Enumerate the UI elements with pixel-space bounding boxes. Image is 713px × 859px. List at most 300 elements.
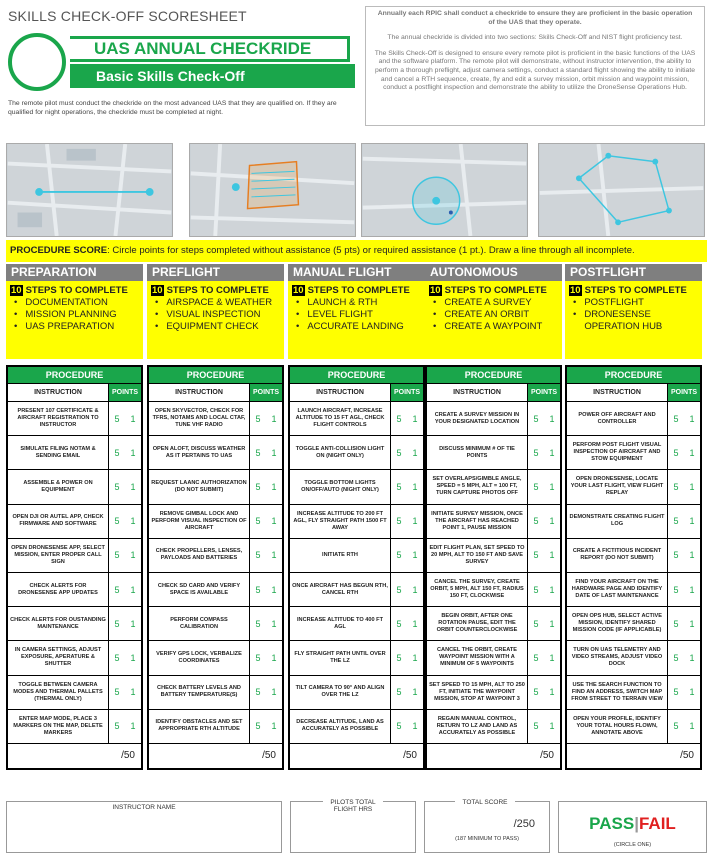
table-row (567, 505, 700, 539)
instruction-cell: INCREASE ALTITUDE TO 200 FT AGL, FLY STRAIGHT PATH 1500 FT AWAY (290, 505, 391, 538)
points-5[interactable]: 5 (396, 413, 402, 424)
points-cell (528, 676, 560, 709)
points-cell (668, 470, 700, 503)
instruction-cell: EDIT FLIGHT PLAN, SET SPEED TO 20 MPH, ALT TO 150 FT AND SAVE SURVEY (427, 539, 528, 572)
step-bullet: • CREATE A WAYPOINT (433, 321, 558, 333)
points-1[interactable]: 1 (412, 584, 418, 595)
points-5[interactable]: 5 (673, 447, 679, 458)
points-5[interactable]: 5 (114, 481, 120, 492)
instruction-cell: CHECK ALERTS FOR DRONESENSE APP UPDATES (8, 573, 109, 606)
points-1[interactable]: 1 (689, 550, 695, 561)
instruction-cell: ENTER MAP MODE, PLACE 3 MARKERS ON THE MAP, DELETE MARKERS (8, 710, 109, 743)
steps-box (6, 281, 143, 359)
procedure-table (6, 365, 143, 770)
instruction-cell: IN CAMERA SETTINGS, ADJUST EXPOSURE, APERATURE & SHUTTER (8, 641, 109, 674)
points-cell (391, 607, 423, 640)
points-5[interactable]: 5 (673, 687, 679, 698)
points-cell (391, 505, 423, 538)
instruction-cell: TOGGLE BETWEEN CAMERA MODES AND THERMAL PALLETS (THERMAL ONLY) (8, 676, 109, 709)
instruction-header: INSTRUCTION (427, 384, 528, 401)
instruction-cell: PRESENT 107 CERTIFICATE & AIRCRAFT REGISTRATION TO INSTRUCTOR (8, 402, 109, 435)
instruction-cell: OPEN DRONESENSE, LOCATE YOUR LAST FLIGHT, VIEW FLIGHT REPLAY (567, 470, 668, 503)
points-1[interactable]: 1 (271, 413, 277, 424)
phase-header: PREPARATION (6, 264, 143, 281)
points-1[interactable]: 1 (130, 481, 136, 492)
instruction-header: INSTRUCTION (290, 384, 391, 401)
points-5[interactable]: 5 (114, 447, 120, 458)
map-image-3 (361, 143, 528, 237)
points-1[interactable]: 1 (689, 652, 695, 663)
instruction-cell: DEMONSTRATE CREATING FLIGHT LOG (567, 505, 668, 538)
instruction-cell: VERIFY GPS LOCK, VERBALIZE COORDINATES (149, 641, 250, 674)
points-cell (528, 710, 560, 743)
points-1[interactable]: 1 (271, 447, 277, 458)
points-5[interactable]: 5 (255, 550, 261, 561)
instruction-cell: CREATE A SURVEY MISSION IN YOUR DESIGNATED LOCATION (427, 402, 528, 435)
instruction-header: INSTRUCTION (567, 384, 668, 401)
points-1[interactable]: 1 (549, 481, 555, 492)
step-bullet: • EQUIPMENT CHECK (155, 321, 280, 333)
table-row (427, 470, 560, 504)
points-1[interactable]: 1 (130, 618, 136, 629)
step-bullet: • ACCURATE LANDING (296, 321, 421, 333)
banner-title: UAS ANNUAL CHECKRIDE (70, 36, 350, 62)
instruction-cell: DECREASE ALTITUDE, LAND AS ACCURATELY AS POSSIBLE (290, 710, 391, 743)
step-bullet: • VISUAL INSPECTION (155, 309, 280, 321)
table-row (567, 436, 700, 470)
points-1[interactable]: 1 (130, 516, 136, 527)
points-cell (528, 607, 560, 640)
instruction-cell: TILT CAMERA TO 90° AND ALIGN OVER THE LZ (290, 676, 391, 709)
points-5[interactable]: 5 (255, 687, 261, 698)
points-cell (528, 573, 560, 606)
points-5[interactable]: 5 (396, 516, 402, 527)
table-row (567, 607, 700, 641)
table-row (427, 676, 560, 710)
points-1[interactable]: 1 (130, 584, 136, 595)
phase-header: POSTFLIGHT (565, 264, 702, 281)
instruction-cell: INCREASE ALTITUDE TO 400 FT AGL (290, 607, 391, 640)
instruction-header: INSTRUCTION (149, 384, 250, 401)
points-1[interactable]: 1 (412, 481, 418, 492)
column-preflight (147, 264, 284, 770)
table-row (427, 710, 560, 744)
steps-count: 10 (11, 285, 22, 296)
table-row (149, 641, 282, 675)
table-row (149, 710, 282, 744)
points-1[interactable]: 1 (412, 687, 418, 698)
table-row (290, 641, 423, 675)
table-row (290, 676, 423, 710)
points-5[interactable]: 5 (255, 516, 261, 527)
pass-fail-separator: | (634, 814, 639, 833)
table-row (427, 436, 560, 470)
table-row (567, 676, 700, 710)
points-header: POINTS (528, 384, 560, 401)
instruction-header: INSTRUCTION (8, 384, 109, 401)
points-5[interactable]: 5 (255, 481, 261, 492)
circle-one-text: (CIRCLE ONE) (613, 842, 652, 848)
instruction-cell: CHECK PROPELLERS, LENSES, PAYLOADS AND BATTERIES (149, 539, 250, 572)
points-cell (668, 539, 700, 572)
instruction-cell: FIND YOUR AIRCRAFT ON THE HARDWARE PAGE AND IDENTIFY DATE OF LAST MAINTENANCE (567, 573, 668, 606)
points-5[interactable]: 5 (255, 447, 261, 458)
steps-box (288, 281, 425, 359)
points-5[interactable]: 5 (673, 516, 679, 527)
instruction-cell: ONCE AIRCRAFT HAS BEGUN RTH, CANCEL RTH (290, 573, 391, 606)
table-row (567, 470, 700, 504)
points-cell (668, 573, 700, 606)
instruction-cell: OPEN DRONESENSE APP, SELECT MISSION, ENTER PROPER CALL SIGN (8, 539, 109, 572)
instruction-cell: CANCEL THE ORBIT, CREATE WAYPOINT MISSION WITH A MINIMUM OF 5 WAYPOINTS (427, 641, 528, 674)
points-5[interactable]: 5 (114, 618, 120, 629)
points-5[interactable]: 5 (533, 550, 539, 561)
step-bullet: • POSTFLIGHT (573, 297, 698, 309)
points-1[interactable]: 1 (549, 447, 555, 458)
points-5[interactable]: 5 (255, 584, 261, 595)
points-cell (250, 436, 282, 469)
points-1[interactable]: 1 (130, 447, 136, 458)
points-5[interactable]: 5 (255, 618, 261, 629)
points-header: POINTS (391, 384, 423, 401)
points-1[interactable]: 1 (412, 652, 418, 663)
table-row (567, 641, 700, 675)
info-p3: The Skills Check-Off is designed to ensure every remote pilot is proficient in the basic functions of the UAS and the software platform. The remote pilot will demonstrate, without instructor intervention, the ability to perform a thorough preflight, adjust camera settings, conduct a standard flight showing the ability to initiate and cancel a RTH sequence, create, fly and edit a survey mission, orbit mission and waypoint mission, conduct a postflight inspection and demonstrate the ability to utilize the DroneSense Operations Hub. (374, 49, 696, 92)
points-5[interactable]: 5 (533, 584, 539, 595)
minimum-text: (187 MINIMUM TO PASS) (455, 836, 519, 842)
table-row (427, 607, 560, 641)
points-cell (250, 505, 282, 538)
column-total: /50 (403, 749, 417, 761)
points-1[interactable]: 1 (271, 516, 277, 527)
points-5[interactable]: 5 (114, 584, 120, 595)
points-cell (391, 539, 423, 572)
procedure-header: PROCEDURE (427, 367, 560, 384)
table-row (290, 539, 423, 573)
points-1[interactable]: 1 (549, 413, 555, 424)
points-cell (250, 710, 282, 743)
points-1[interactable]: 1 (271, 584, 277, 595)
step-bullet: • DRONESENSE OPERATION HUB (573, 309, 698, 333)
steps-count: 10 (152, 285, 163, 296)
instruction-cell: TOGGLE BOTTOM LIGHTS ON/OFF/AUTO (NIGHT ONLY) (290, 470, 391, 503)
instruction-cell: TOGGLE ANTI-COLLISION LIGHT ON (NIGHT ONLY) (290, 436, 391, 469)
column-preparation (6, 264, 143, 770)
instruction-cell: SIMULATE FILING NOTAM & SENDING EMAIL (8, 436, 109, 469)
points-1[interactable]: 1 (689, 481, 695, 492)
points-5[interactable]: 5 (396, 721, 402, 732)
points-cell (109, 710, 141, 743)
banner-circle (8, 33, 66, 91)
points-1[interactable]: 1 (549, 618, 555, 629)
points-5[interactable]: 5 (114, 550, 120, 561)
points-cell (528, 539, 560, 572)
points-5[interactable]: 5 (673, 481, 679, 492)
table-row (8, 470, 141, 504)
points-5[interactable]: 5 (255, 721, 261, 732)
fail-label[interactable]: FAIL (638, 814, 676, 833)
pass-label[interactable]: PASS (589, 814, 635, 833)
points-cell (250, 402, 282, 435)
step-bullet: • UAS PREPARATION (14, 321, 139, 333)
intro-text: The remote pilot must conduct the checkride on the most advanced UAS that they are qualified on. If they are qualified for night operations, the checkride must be completed at night. (8, 100, 337, 116)
points-cell (668, 710, 700, 743)
table-row (8, 505, 141, 539)
points-1[interactable]: 1 (412, 618, 418, 629)
points-1[interactable]: 1 (549, 721, 555, 732)
step-bullet: • LEVEL FLIGHT (296, 309, 421, 321)
procedure-header: PROCEDURE (149, 367, 282, 384)
procedure-header: PROCEDURE (567, 367, 700, 384)
page-title: SKILLS CHECK-OFF SCORESHEET (8, 8, 247, 24)
points-1[interactable]: 1 (412, 550, 418, 561)
points-1[interactable]: 1 (271, 652, 277, 663)
step-bullet: • AIRSPACE & WEATHER (155, 297, 280, 309)
points-cell (391, 641, 423, 674)
points-1[interactable]: 1 (549, 550, 555, 561)
instruction-cell: INITIATE RTH (290, 539, 391, 572)
instruction-cell: CHECK ALERTS FOR OUSTANDING MAINTENANCE (8, 607, 109, 640)
points-5[interactable]: 5 (533, 721, 539, 732)
table-row (567, 710, 700, 744)
instruction-cell: CHECK BATTERY LEVELS AND BATTERY TEMPERATURE(S) (149, 676, 250, 709)
table-row (427, 402, 560, 436)
column-manual-flight (288, 264, 425, 770)
step-bullet: • CREATE AN ORBIT (433, 309, 558, 321)
pilot-hours-box[interactable] (290, 801, 416, 853)
table-row (290, 470, 423, 504)
points-5[interactable]: 5 (533, 652, 539, 663)
table-row (290, 710, 423, 744)
table-row (149, 505, 282, 539)
points-5[interactable]: 5 (396, 447, 402, 458)
column-total: /50 (121, 749, 135, 761)
points-5[interactable]: 5 (255, 413, 261, 424)
table-row (567, 539, 700, 573)
points-cell (250, 573, 282, 606)
points-5[interactable]: 5 (533, 687, 539, 698)
instruction-cell: LAUNCH AIRCRAFT, INCREASE ALTITUDE TO 15 FT AGL, CHECK FLIGHT CONTROLS (290, 402, 391, 435)
points-cell (109, 436, 141, 469)
total-score-label: TOTAL SCORE (455, 799, 515, 806)
points-1[interactable]: 1 (271, 687, 277, 698)
points-1[interactable]: 1 (549, 652, 555, 663)
points-cell (391, 470, 423, 503)
instructor-name-box[interactable] (6, 801, 282, 853)
instruction-cell: OPEN SKYVECTOR, CHECK FOR TFRS, NOTAMS AND LOCAL CTAF, TUNE VHF RADIO (149, 402, 250, 435)
points-1[interactable]: 1 (549, 516, 555, 527)
points-1[interactable]: 1 (130, 413, 136, 424)
step-bullet: • MISSION PLANNING (14, 309, 139, 321)
procedure-table (288, 365, 425, 770)
instruction-cell: OPEN DJI OR AUTEL APP, CHECK FIRMWARE AND SOFTWARE (8, 505, 109, 538)
points-5[interactable]: 5 (396, 687, 402, 698)
points-cell (528, 436, 560, 469)
points-5[interactable]: 5 (673, 618, 679, 629)
instruction-cell: ASSEMBLE & POWER ON EQUIPMENT (8, 470, 109, 503)
procedure-table (565, 365, 702, 770)
instructor-name-label: INSTRUCTOR NAME (112, 804, 176, 811)
steps-count: 10 (570, 285, 581, 296)
points-cell (668, 641, 700, 674)
points-1[interactable]: 1 (412, 721, 418, 732)
table-row (149, 676, 282, 710)
points-cell (391, 573, 423, 606)
instruction-cell: OPEN OPS HUB, SELECT ACTIVE MISSION, IDENTIFY SHARED MISSION CODE (IF APPLICABLE) (567, 607, 668, 640)
instruction-cell: USE THE SEARCH FUNCTION TO FIND AN ADDRESS, SWITCH MAP FROM STREET TO TERRAIN VIEW (567, 676, 668, 709)
points-5[interactable]: 5 (533, 618, 539, 629)
points-cell (109, 505, 141, 538)
steps-label: STEPS TO COMPLETE (584, 285, 687, 296)
points-header: POINTS (668, 384, 700, 401)
total-score-box[interactable] (424, 801, 550, 853)
steps-label: STEPS TO COMPLETE (25, 285, 128, 296)
table-row (149, 573, 282, 607)
points-5[interactable]: 5 (673, 584, 679, 595)
points-1[interactable]: 1 (689, 516, 695, 527)
phase-header: AUTONOMOUS (425, 264, 562, 281)
points-5[interactable]: 5 (396, 550, 402, 561)
points-5[interactable]: 5 (396, 481, 402, 492)
step-bullet: • DOCUMENTATION (14, 297, 139, 309)
table-row (290, 436, 423, 470)
table-row (8, 607, 141, 641)
points-cell (250, 607, 282, 640)
points-1[interactable]: 1 (689, 413, 695, 424)
points-cell (250, 539, 282, 572)
map-image-2 (189, 143, 356, 237)
points-5[interactable]: 5 (114, 721, 120, 732)
steps-label: STEPS TO COMPLETE (307, 285, 410, 296)
points-cell (668, 607, 700, 640)
points-1[interactable]: 1 (689, 687, 695, 698)
points-5[interactable]: 5 (673, 652, 679, 663)
points-1[interactable]: 1 (689, 584, 695, 595)
points-1[interactable]: 1 (271, 481, 277, 492)
points-cell (668, 402, 700, 435)
points-5[interactable]: 5 (114, 413, 120, 424)
instruction-cell: TURN ON UAS TELEMETRY AND VIDEO STREAMS, ADJUST VIDEO DOCK (567, 641, 668, 674)
table-row (427, 505, 560, 539)
points-5[interactable]: 5 (673, 721, 679, 732)
points-1[interactable]: 1 (412, 516, 418, 527)
points-cell (250, 470, 282, 503)
points-1[interactable]: 1 (689, 618, 695, 629)
instruction-cell: PERFORM COMPASS CALIBRATION (149, 607, 250, 640)
table-row (8, 641, 141, 675)
points-5[interactable]: 5 (255, 652, 261, 663)
info-box (365, 6, 705, 126)
points-header: POINTS (109, 384, 141, 401)
table-row (149, 607, 282, 641)
procedure-table (425, 365, 562, 770)
points-1[interactable]: 1 (130, 550, 136, 561)
points-cell (528, 402, 560, 435)
total-score-value: /250 (513, 818, 535, 830)
instruction-cell: REQUEST LAANC AUTHORIZATION (DO NOT SUBMIT) (149, 470, 250, 503)
steps-box (565, 281, 702, 359)
points-cell (528, 505, 560, 538)
points-1[interactable]: 1 (130, 652, 136, 663)
column-total: /50 (540, 749, 554, 761)
score-label: PROCEDURE SCORE (10, 245, 108, 256)
points-5[interactable]: 5 (673, 413, 679, 424)
instruction-cell: INITIATE SURVEY MISSION, ONCE THE AIRCRAFT HAS REACHED POINT 1, PAUSE MISSION (427, 505, 528, 538)
steps-label: STEPS TO COMPLETE (166, 285, 269, 296)
instruction-cell: SET OVERLAPS/GIMBLE ANGLE, SPEED = 5 MPH, ALT = 100 FT, TURN CAPTURE PHOTOS OFF (427, 470, 528, 503)
points-1[interactable]: 1 (549, 687, 555, 698)
points-5[interactable]: 5 (396, 618, 402, 629)
banner-subtitle: Basic Skills Check-Off (70, 64, 355, 88)
steps-box (147, 281, 284, 359)
points-cell (668, 676, 700, 709)
instruction-cell: DISCUSS MINIMUM # OF TIE POINTS (427, 436, 528, 469)
points-1[interactable]: 1 (271, 550, 277, 561)
procedure-table (147, 365, 284, 770)
points-5[interactable]: 5 (114, 687, 120, 698)
column-postflight (565, 264, 702, 770)
info-p2: The annual checkride is divided into two sections: Skills Check-Off and NIST flight proficiency test. (387, 34, 683, 42)
steps-count: 10 (430, 285, 441, 296)
points-1[interactable]: 1 (130, 687, 136, 698)
procedure-score-bar (6, 240, 707, 262)
points-5[interactable]: 5 (533, 481, 539, 492)
points-cell (391, 436, 423, 469)
points-cell (109, 402, 141, 435)
instruction-cell: OPEN YOUR PROFILE, IDENTIFY YOUR TOTAL HOURS FLOWN, ANNOTATE ABOVE (567, 710, 668, 743)
table-row (567, 573, 700, 607)
table-row (149, 470, 282, 504)
table-row (567, 402, 700, 436)
instruction-cell: IDENTIFY OBSTACLES AND SET APPROPRIATE RTH ALTITUDE (149, 710, 250, 743)
table-row (427, 641, 560, 675)
phase-header: PREFLIGHT (147, 264, 284, 281)
points-5[interactable]: 5 (114, 652, 120, 663)
table-row (8, 402, 141, 436)
column-autonomous (425, 264, 562, 770)
points-1[interactable]: 1 (689, 447, 695, 458)
table-row (8, 436, 141, 470)
points-5[interactable]: 5 (533, 516, 539, 527)
table-row (8, 676, 141, 710)
points-1[interactable]: 1 (689, 721, 695, 732)
points-cell (250, 641, 282, 674)
points-5[interactable]: 5 (396, 584, 402, 595)
points-5[interactable]: 5 (673, 550, 679, 561)
points-cell (109, 539, 141, 572)
points-1[interactable]: 1 (271, 618, 277, 629)
table-row (149, 436, 282, 470)
points-cell (668, 505, 700, 538)
points-1[interactable]: 1 (130, 721, 136, 732)
points-1[interactable]: 1 (412, 413, 418, 424)
points-1[interactable]: 1 (412, 447, 418, 458)
points-5[interactable]: 5 (396, 652, 402, 663)
points-1[interactable]: 1 (271, 721, 277, 732)
instruction-cell: CREATE A FICTITIOUS INCIDENT REPORT (DO NOT SUBMIT) (567, 539, 668, 572)
instruction-cell: CANCEL THE SURVEY, CREATE ORBIT, 5 MPH, ALT 150 FT, RADIUS 150 FT, CLOCKWISE (427, 573, 528, 606)
points-cell (109, 676, 141, 709)
procedure-header: PROCEDURE (8, 367, 141, 384)
points-1[interactable]: 1 (549, 584, 555, 595)
table-row (8, 573, 141, 607)
column-total: /50 (680, 749, 694, 761)
points-5[interactable]: 5 (533, 447, 539, 458)
points-5[interactable]: 5 (114, 516, 120, 527)
points-5[interactable]: 5 (533, 413, 539, 424)
pass-fail-box[interactable] (558, 801, 707, 853)
table-row (149, 539, 282, 573)
